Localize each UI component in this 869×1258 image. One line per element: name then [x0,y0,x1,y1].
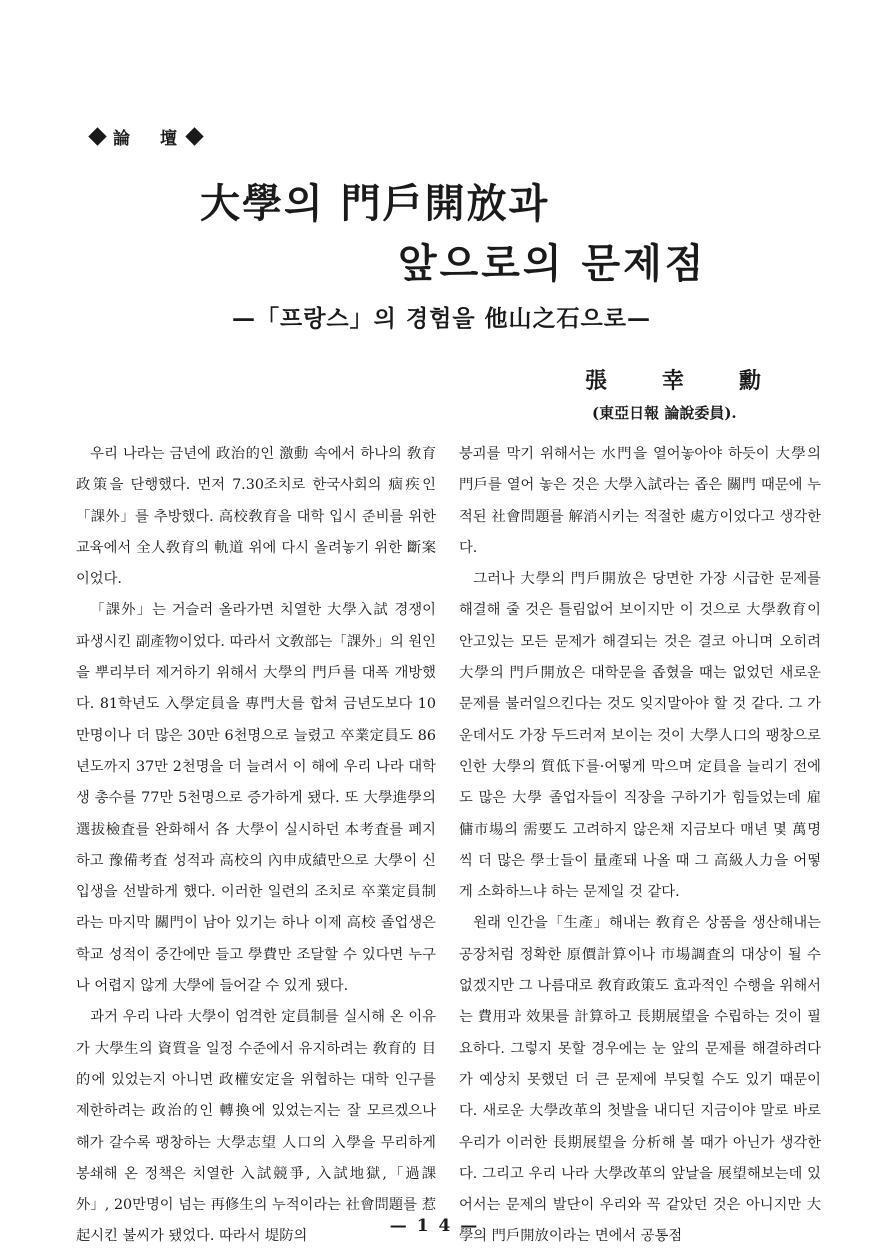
body-paragraph: 과거 우리 나라 大學이 엄격한 定員制를 실시해 온 이유가 大學生의 資質을 일정 수준에서 유지하려는 敎育的 目的에 있었는지 아니면 政權安定을 위협하는 대학 인구를 제한하려는 政治的인 轉換에 있었는지는 잘 모르겠으나 해가 갈수록 팽창하는 大學志望 人口의 入學을 무리하게 봉쇄해 온 정책은 치열한 入試競爭, 入試地獄,「過課外」, 20만명이 넘는 再修生의 누적이라는 社會問題를 惹起시킨 불씨가 됐었다. 따라서 堤防의 [76,1009,436,1245]
diamond-bullet-icon [88,127,106,145]
body-paragraph: 붕괴를 막기 위해서는 水門을 열어놓아야 하듯이 大學의 門戶를 열어 놓은 것은 大學入試라는 좁은 關門 때문에 누적된 社會問題를 解消시키는 적절한 處方이었다고 생각한다. [459,446,821,556]
body-column-left [76,439,436,1253]
body-paragraph: 「課外」는 거슬러 올라가면 치열한 大學入試 경쟁이 파생시킨 副產物이었다. 따라서 文敎部는「課外」의 원인을 뿌리부터 제거하기 위해서 大學의 門戶를 대폭 개방했다. 81학년도 入學定員을 專門大를 합쳐 금년도보다 10만명이나 더 많은 30만 6천명으로 늘렸고 卒業定員도 86년도까지 37만 2천명을 더 늘려서 이 해에 우리 나라 대학생 총수를 77만 5천명으로 증가하게 됐다. 또 大學進學의 選拔檢査를 완화해서 各 大學이 실시하던 本考査를 폐지하고 豫備考査 성적과 高校의 內申成績만으로 大學이 신입생을 선발하게 했다. 이러한 일련의 조치로 卒業定員制라는 마지막 關門이 남아 있기는 하나 이제 高校 졸업생은 학교 성적이 중간에만 들고 學費만 조달할 수 있다면 누구나 어렵지 않게 大學에 들어갈 수 있게 됐다. [76,602,436,995]
article-subtitle: —「프랑스」의 경험을 他山之石으로— [232,305,651,332]
author-name-char: 張 [585,368,608,394]
article-title-line1: 大學의 門戶開放과 [200,180,550,227]
author-name-char: 勳 [738,368,761,394]
diamond-bullet-icon [185,127,203,145]
page-number: — 1 4 — [389,1216,480,1236]
body-column-right [459,439,821,1253]
body-paragraph: 우리 나라는 금년에 政治的인 激動 속에서 하나의 敎育政策을 단행했다. 먼저 7.30조치로 한국사회의 痼疾인 「課外」를 추방했다. 高校敎育을 대학 입시 준비를 위한 교육에서 全人敎育의 軌道 위에 다시 올려놓기 위한 斷案이었다. [76,446,436,588]
body-paragraph: 그러나 大學의 門戶開放은 당면한 가장 시급한 문제를 해결해 줄 것은 틀림없어 보이지만 이 것으로 大學敎育이 안고있는 모든 문제가 해결되는 것은 결코 아니며 오히려 大學의 門戶開放은 대학문을 좁혔을 때는 없었던 새로운 문제를 불러일으킨다는 것도 잊지말아야 할 것 같다. 그 가운데서도 가장 두드러져 보이는 것이 大學人口의 팽창으로 인한 大學의 質低下를·어떻게 막으며 定員을 늘리기 전에도 많은 大學 졸업자들이 직장을 구하기가 힘들었는데 雇傭市場의 需要도 고려하지 않은채 지금보다 매년 몇 萬명씩 더 많은 學士들이 量產돼 나올 때 그 高級人力을 어떻게 소화하느냐 하는 문제일 것 같다. [459,571,821,901]
article-title-line2: 앞으로의 문제점 [398,240,707,287]
section-tag-word2: 壇 [160,129,179,149]
author-name-char: 幸 [661,368,684,394]
author-affiliation: (東亞日報 論說委員). [592,404,737,422]
author-name [585,364,761,395]
section-tag-word1: 論 [113,129,132,149]
body-paragraph: 원래 인간을「生產」해내는 敎育은 상품을 생산해내는 공장처럼 정확한 原價計算이나 市場調査의 대상이 될 수 없겠지만 그 나름대로 敎育政策도 효과적인 수행을 위해서는 費用과 效果를 計算하고 長期展望을 수립하는 것이 필요하다. 그렇지 못할 경우에는 눈 앞의 문제를 해결하려다가 예상치 못했던 더 큰 문제에 부딪힐 수도 있기 때문이다. 새로운 大學改革의 첫발을 내디딘 지금이야 말로 바로 우리가 이러한 長期展望을 分析해 볼 때가 아닌가 생각한다. 그리고 우리 나라 大學改革의 앞날을 展望해보는데 있어서는 문제의 발단이 우리와 꼭 같았던 것은 아니지만 大學의 門戶開放이라는 면에서 공통점 [459,915,821,1245]
section-tag [88,124,204,149]
